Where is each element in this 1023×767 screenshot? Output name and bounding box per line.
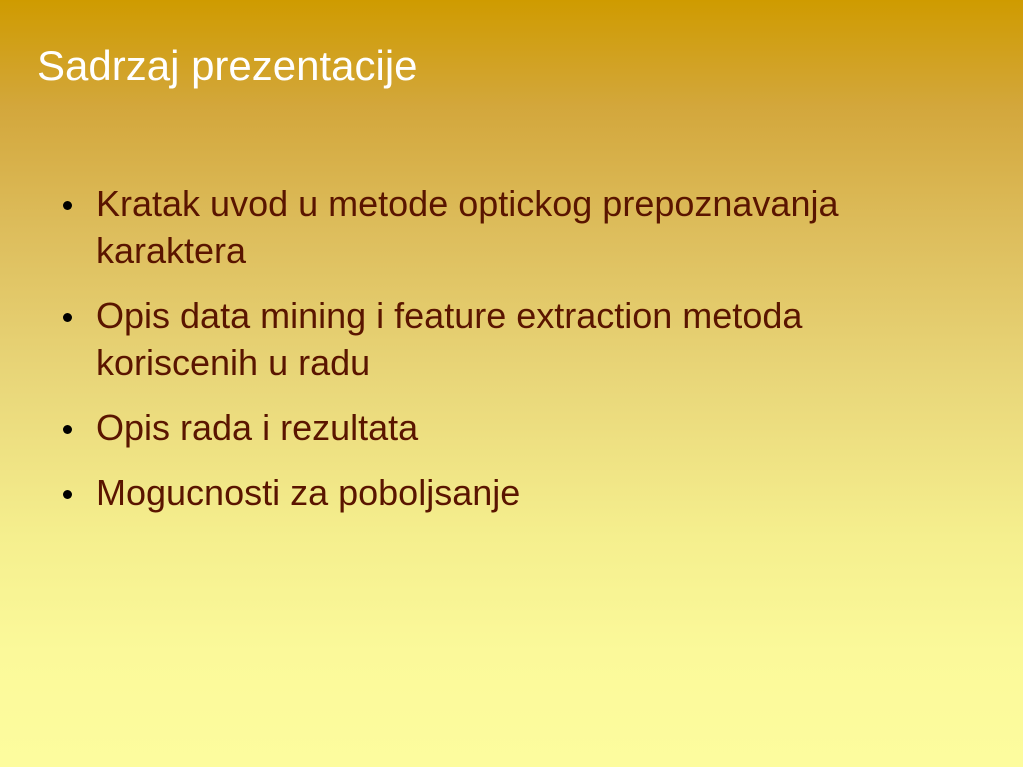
bullet-dot-icon: [63, 313, 72, 322]
bullet-text: Kratak uvod u metode optickog prepoznavanja karaktera: [96, 183, 839, 271]
bullet-dot-icon: [63, 201, 72, 210]
bullet-list: [60, 180, 960, 534]
bullet-item: [60, 469, 960, 516]
bullet-item: [60, 292, 960, 386]
bullet-dot-icon: [63, 425, 72, 434]
bullet-text: Opis rada i rezultata: [96, 407, 419, 448]
bullet-item: [60, 180, 960, 274]
bullet-item: [60, 404, 960, 451]
bullet-text: Opis data mining i feature extraction metoda koriscenih u radu: [96, 295, 803, 383]
bullet-text: Mogucnosti za poboljsanje: [96, 472, 521, 513]
slide-title: Sadrzaj prezentacije: [37, 42, 418, 89]
bullet-dot-icon: [63, 490, 72, 499]
